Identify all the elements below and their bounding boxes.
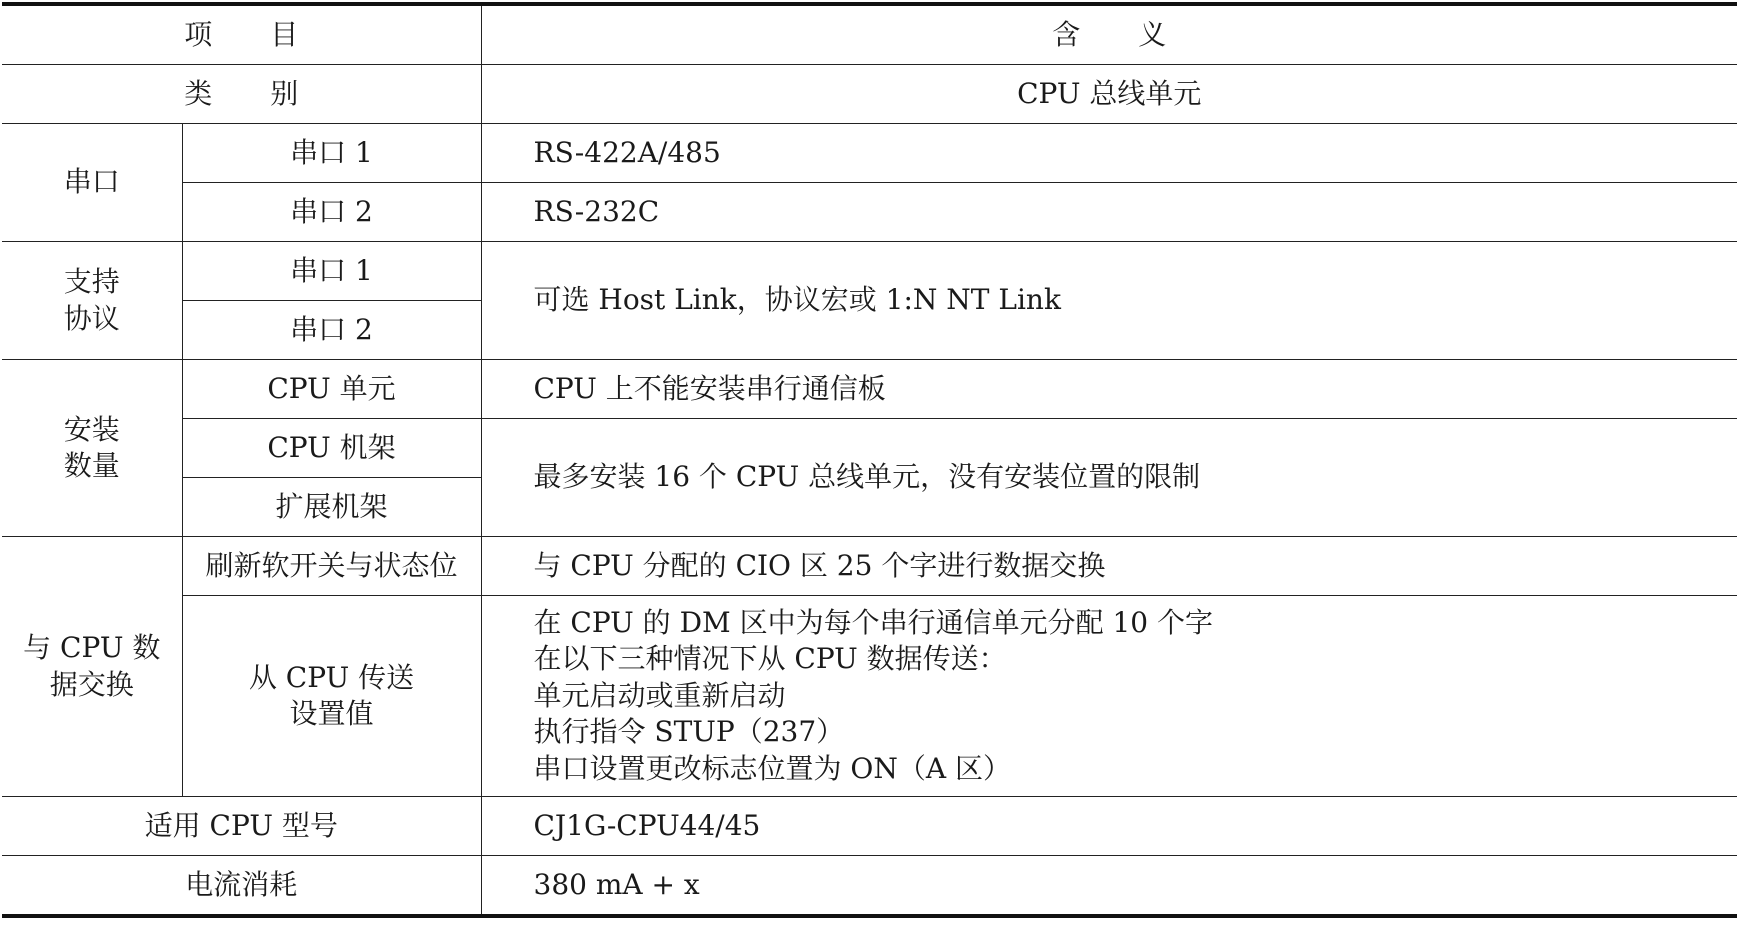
header-meaning: 含 义 bbox=[481, 4, 1737, 65]
transfer-line: 在 CPU 的 DM 区中为每个串行通信单元分配 10 个字 bbox=[533, 606, 1214, 640]
protocol-group-label: 支持 协议 bbox=[2, 242, 182, 360]
current-row bbox=[2, 856, 1737, 917]
serial-port1-label: 串口 1 bbox=[182, 124, 481, 183]
transfer-line: 执行指令 STUP（237） bbox=[533, 715, 845, 749]
serial-group-label: 串口 bbox=[2, 124, 182, 242]
exchange-group-label: 与 CPU 数 据交换 bbox=[2, 537, 182, 797]
install-expansion-rack-label: 扩展机架 bbox=[182, 478, 481, 537]
serial-port1-value: RS-422A/485 bbox=[481, 124, 1737, 183]
install-cpu-unit-value: CPU 上不能安装串行通信板 bbox=[481, 360, 1737, 419]
current-value: 380 mA + x bbox=[481, 856, 1737, 917]
exchange-transfer-value bbox=[481, 596, 1737, 797]
serial-row-1 bbox=[2, 124, 1737, 183]
protocol-value: 可选 Host Link，协议宏或 1:N NT Link bbox=[481, 242, 1737, 360]
exchange-transfer-label: 从 CPU 传送 设置值 bbox=[182, 596, 481, 797]
protocol-row-1 bbox=[2, 242, 1737, 301]
cpu-model-label: 适用 CPU 型号 bbox=[2, 797, 481, 856]
serial-port2-value: RS-232C bbox=[481, 183, 1737, 242]
install-group-label: 安装 数量 bbox=[2, 360, 182, 537]
header-row bbox=[2, 4, 1737, 65]
install-rack-value: 最多安装 16 个 CPU 总线单元，没有安装位置的限制 bbox=[481, 419, 1737, 537]
install-cpu-unit-label: CPU 单元 bbox=[182, 360, 481, 419]
protocol-port2-label: 串口 2 bbox=[182, 301, 481, 360]
exchange-row-2 bbox=[2, 596, 1737, 797]
category-label: 类 别 bbox=[2, 65, 481, 124]
transfer-line: 单元启动或重新启动 bbox=[533, 678, 786, 712]
cpu-model-row bbox=[2, 797, 1737, 856]
serial-port2-label: 串口 2 bbox=[182, 183, 481, 242]
exchange-refresh-value: 与 CPU 分配的 CIO 区 25 个字进行数据交换 bbox=[481, 537, 1737, 596]
spec-table bbox=[2, 2, 1737, 918]
transfer-line: 在以下三种情况下从 CPU 数据传送： bbox=[533, 642, 1007, 676]
transfer-line: 串口设置更改标志位置为 ON（A 区） bbox=[533, 751, 1011, 785]
exchange-row-1 bbox=[2, 537, 1737, 596]
install-cpu-rack-label: CPU 机架 bbox=[182, 419, 481, 478]
install-row-1 bbox=[2, 360, 1737, 419]
category-row bbox=[2, 65, 1737, 124]
exchange-refresh-label: 刷新软开关与状态位 bbox=[182, 537, 481, 596]
cpu-model-value: CJ1G-CPU44/45 bbox=[481, 797, 1737, 856]
protocol-port1-label: 串口 1 bbox=[182, 242, 481, 301]
serial-row-2 bbox=[2, 183, 1737, 242]
header-item: 项 目 bbox=[2, 4, 481, 65]
category-value: CPU 总线单元 bbox=[481, 65, 1737, 124]
install-row-2 bbox=[2, 419, 1737, 478]
current-label: 电流消耗 bbox=[2, 856, 481, 917]
